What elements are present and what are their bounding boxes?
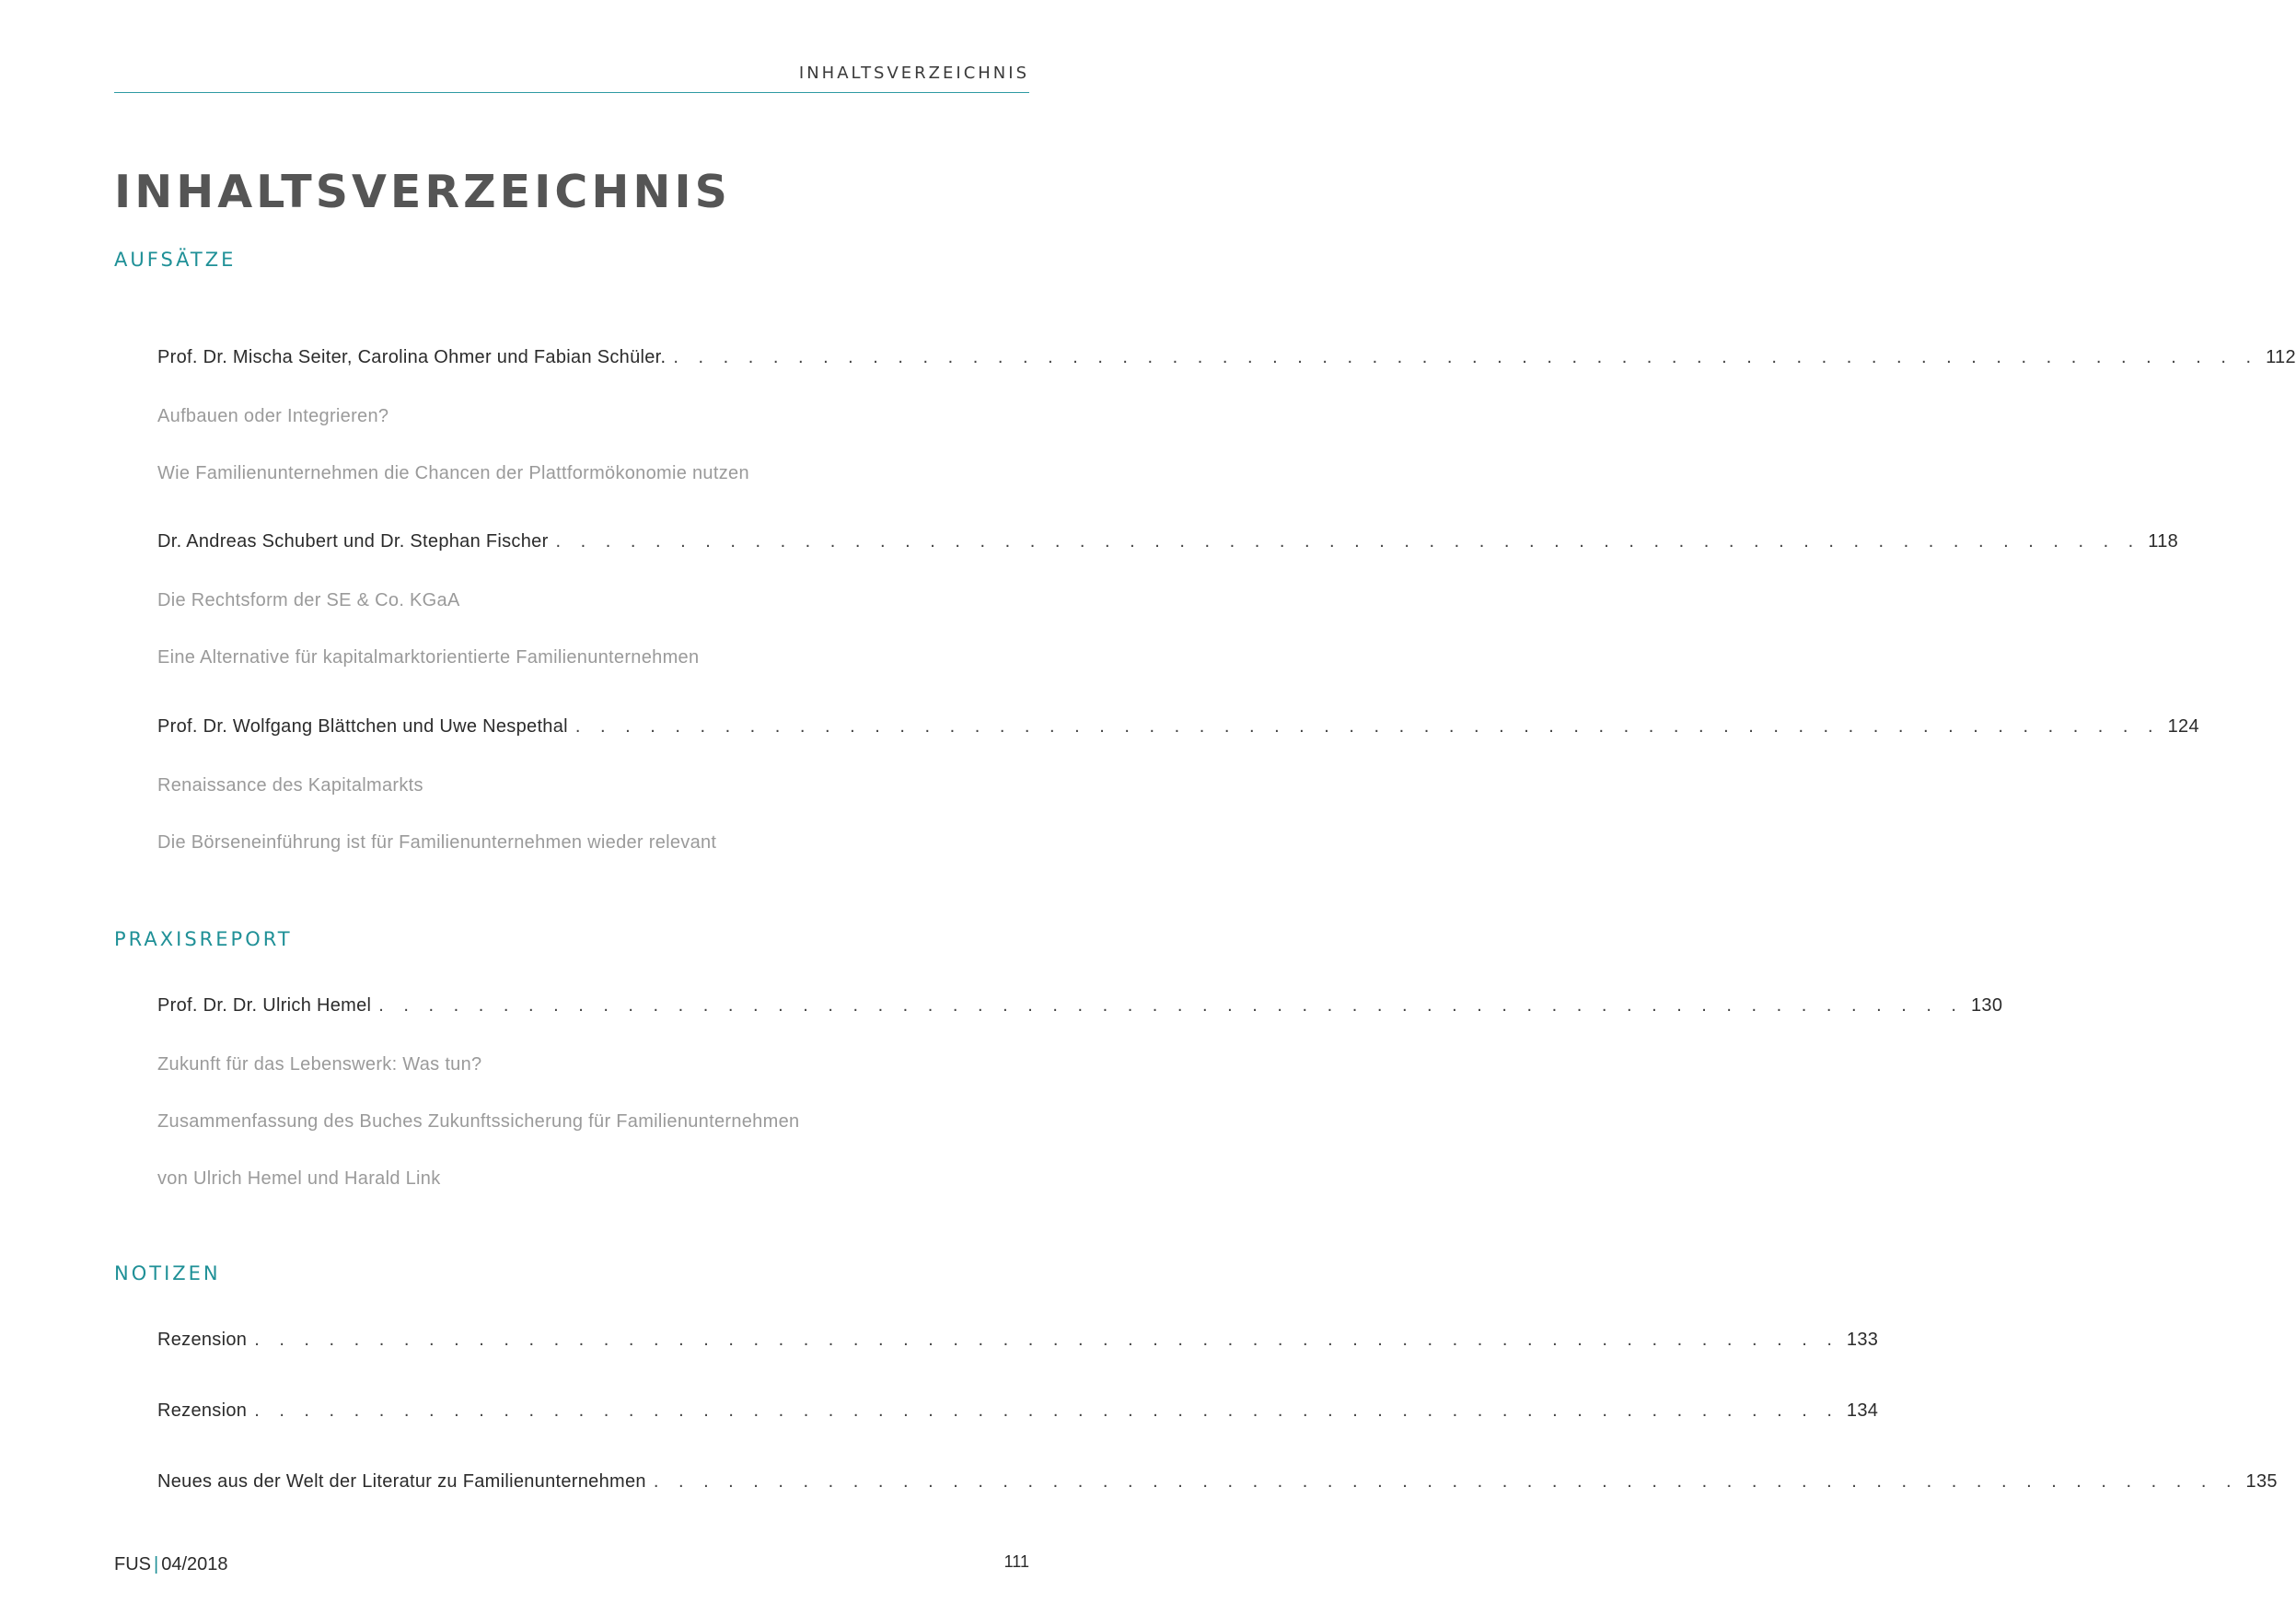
toc-entry-schubert[interactable] [157,531,2179,559]
toc-entry-author: Prof. Dr. Mischa Seiter, Carolina Ohmer und Fabian Schüler. [157,347,667,367]
toc-entry-author: Prof. Dr. Wolfgang Blättchen und Uwe Nespethal [157,716,568,737]
section-heading-notizen: notizen [114,1255,221,1287]
footer-journal: FUS [114,1554,151,1574]
dot-leader: . . . . . . . . . . . . . . . . . . . . . . . . . . . . . . . . . . . . . . . . . . . . . . . . . . . . . . . . . . . . . . . . [653,1471,2239,1492]
toc-entry-author: Rezension [157,1330,248,1350]
toc-entry-author: Neues aus der Welt der Literatur zu Familienunternehmen [157,1471,646,1492]
footer-page-number: 111 [1003,1552,1029,1571]
toc-entry-subtitle: Renaissance des Kapitalmarkts [157,775,423,796]
toc-entry-subtitle: Wie Familienunternehmen die Chancen der Plattformökonomie nutzen [157,463,749,483]
toc-entry-page: 130 [1971,995,2003,1016]
dot-leader: . . . . . . . . . . . . . . . . . . . . . . . . . . . . . . . . . . . . . . . . . . . . . . . . . . . . . . . . . . . . . . . . [555,531,2141,552]
toc-entry-author: Dr. Andreas Schubert und Dr. Stephan Fischer [157,531,549,552]
toc-entry-page: 133 [1846,1330,1879,1350]
toc-entry-hemel[interactable] [157,995,2003,1023]
dot-leader: . . . . . . . . . . . . . . . . . . . . . . . . . . . . . . . . . . . . . . . . . . . . . . . . . . . . . . . . . . . . . . . . [378,995,1964,1016]
toc-entry-page: 118 [2148,531,2179,552]
dot-leader: . . . . . . . . . . . . . . . . . . . . . . . . . . . . . . . . . . . . . . . . . . . . . . . . . . . . . . . . . . . . . . . . [254,1330,1839,1350]
dot-leader: . . . . . . . . . . . . . . . . . . . . . . . . . . . . . . . . . . . . . . . . . . . . . . . . . . . . . . . . . . . . . . . . [574,716,2161,737]
toc-entry-subtitle: Die Börseneinführung ist für Familienunternehmen wieder relevant [157,832,717,853]
page-title: inhaltsverzeichnis [114,147,731,223]
toc-entry-author: Rezension [157,1400,248,1421]
toc-entry-author: Prof. Dr. Dr. Ulrich Hemel [157,995,372,1016]
toc-entry-page: 135 [2245,1471,2278,1492]
toc-entry-page: 112 [2266,347,2296,367]
toc-entry-subtitle: Zusammenfassung des Buches Zukunftssicherung für Familienunternehmen [157,1111,800,1132]
toc-entry-rezension-1[interactable] [157,1330,1879,1357]
dot-leader: . . . . . . . . . . . . . . . . . . . . . . . . . . . . . . . . . . . . . . . . . . . . . . . . . . . . . . . . . . . . . . . . [254,1400,1839,1421]
running-header-title: inhaltsverzeichnis [798,57,1029,85]
toc-entry-rezension-2[interactable] [157,1400,1879,1428]
toc-entry-subtitle: Die Rechtsform der SE & Co. KGaA [157,590,460,610]
toc-entry-blaettchen[interactable] [157,716,2199,744]
section-heading-aufsaetze: aufsätze [114,241,237,273]
toc-entry-page: 124 [2167,716,2199,737]
running-header [114,55,1029,93]
footer-journal-issue [114,1554,228,1575]
toc-entry-subtitle: von Ulrich Hemel und Harald Link [157,1168,441,1189]
toc-entry-subtitle: Aufbauen oder Integrieren? [157,406,389,426]
toc-entry-subtitle: Eine Alternative für kapitalmarktorientierte Familienunternehmen [157,647,700,668]
footer-separator: | [154,1554,159,1574]
section-heading-praxisreport: praxisreport [114,921,293,953]
footer-issue: 04/2018 [161,1554,228,1574]
toc-entry-page: 134 [1846,1400,1879,1421]
toc-entry-literatur[interactable] [157,1471,2278,1499]
toc-entry-seiter[interactable] [157,347,2296,375]
dot-leader: . . . . . . . . . . . . . . . . . . . . . . . . . . . . . . . . . . . . . . . . . . . . . . . . . . . . . . . . . . . . . . . . [673,347,2259,367]
toc-entry-subtitle: Zukunft für das Lebenswerk: Was tun? [157,1054,482,1075]
